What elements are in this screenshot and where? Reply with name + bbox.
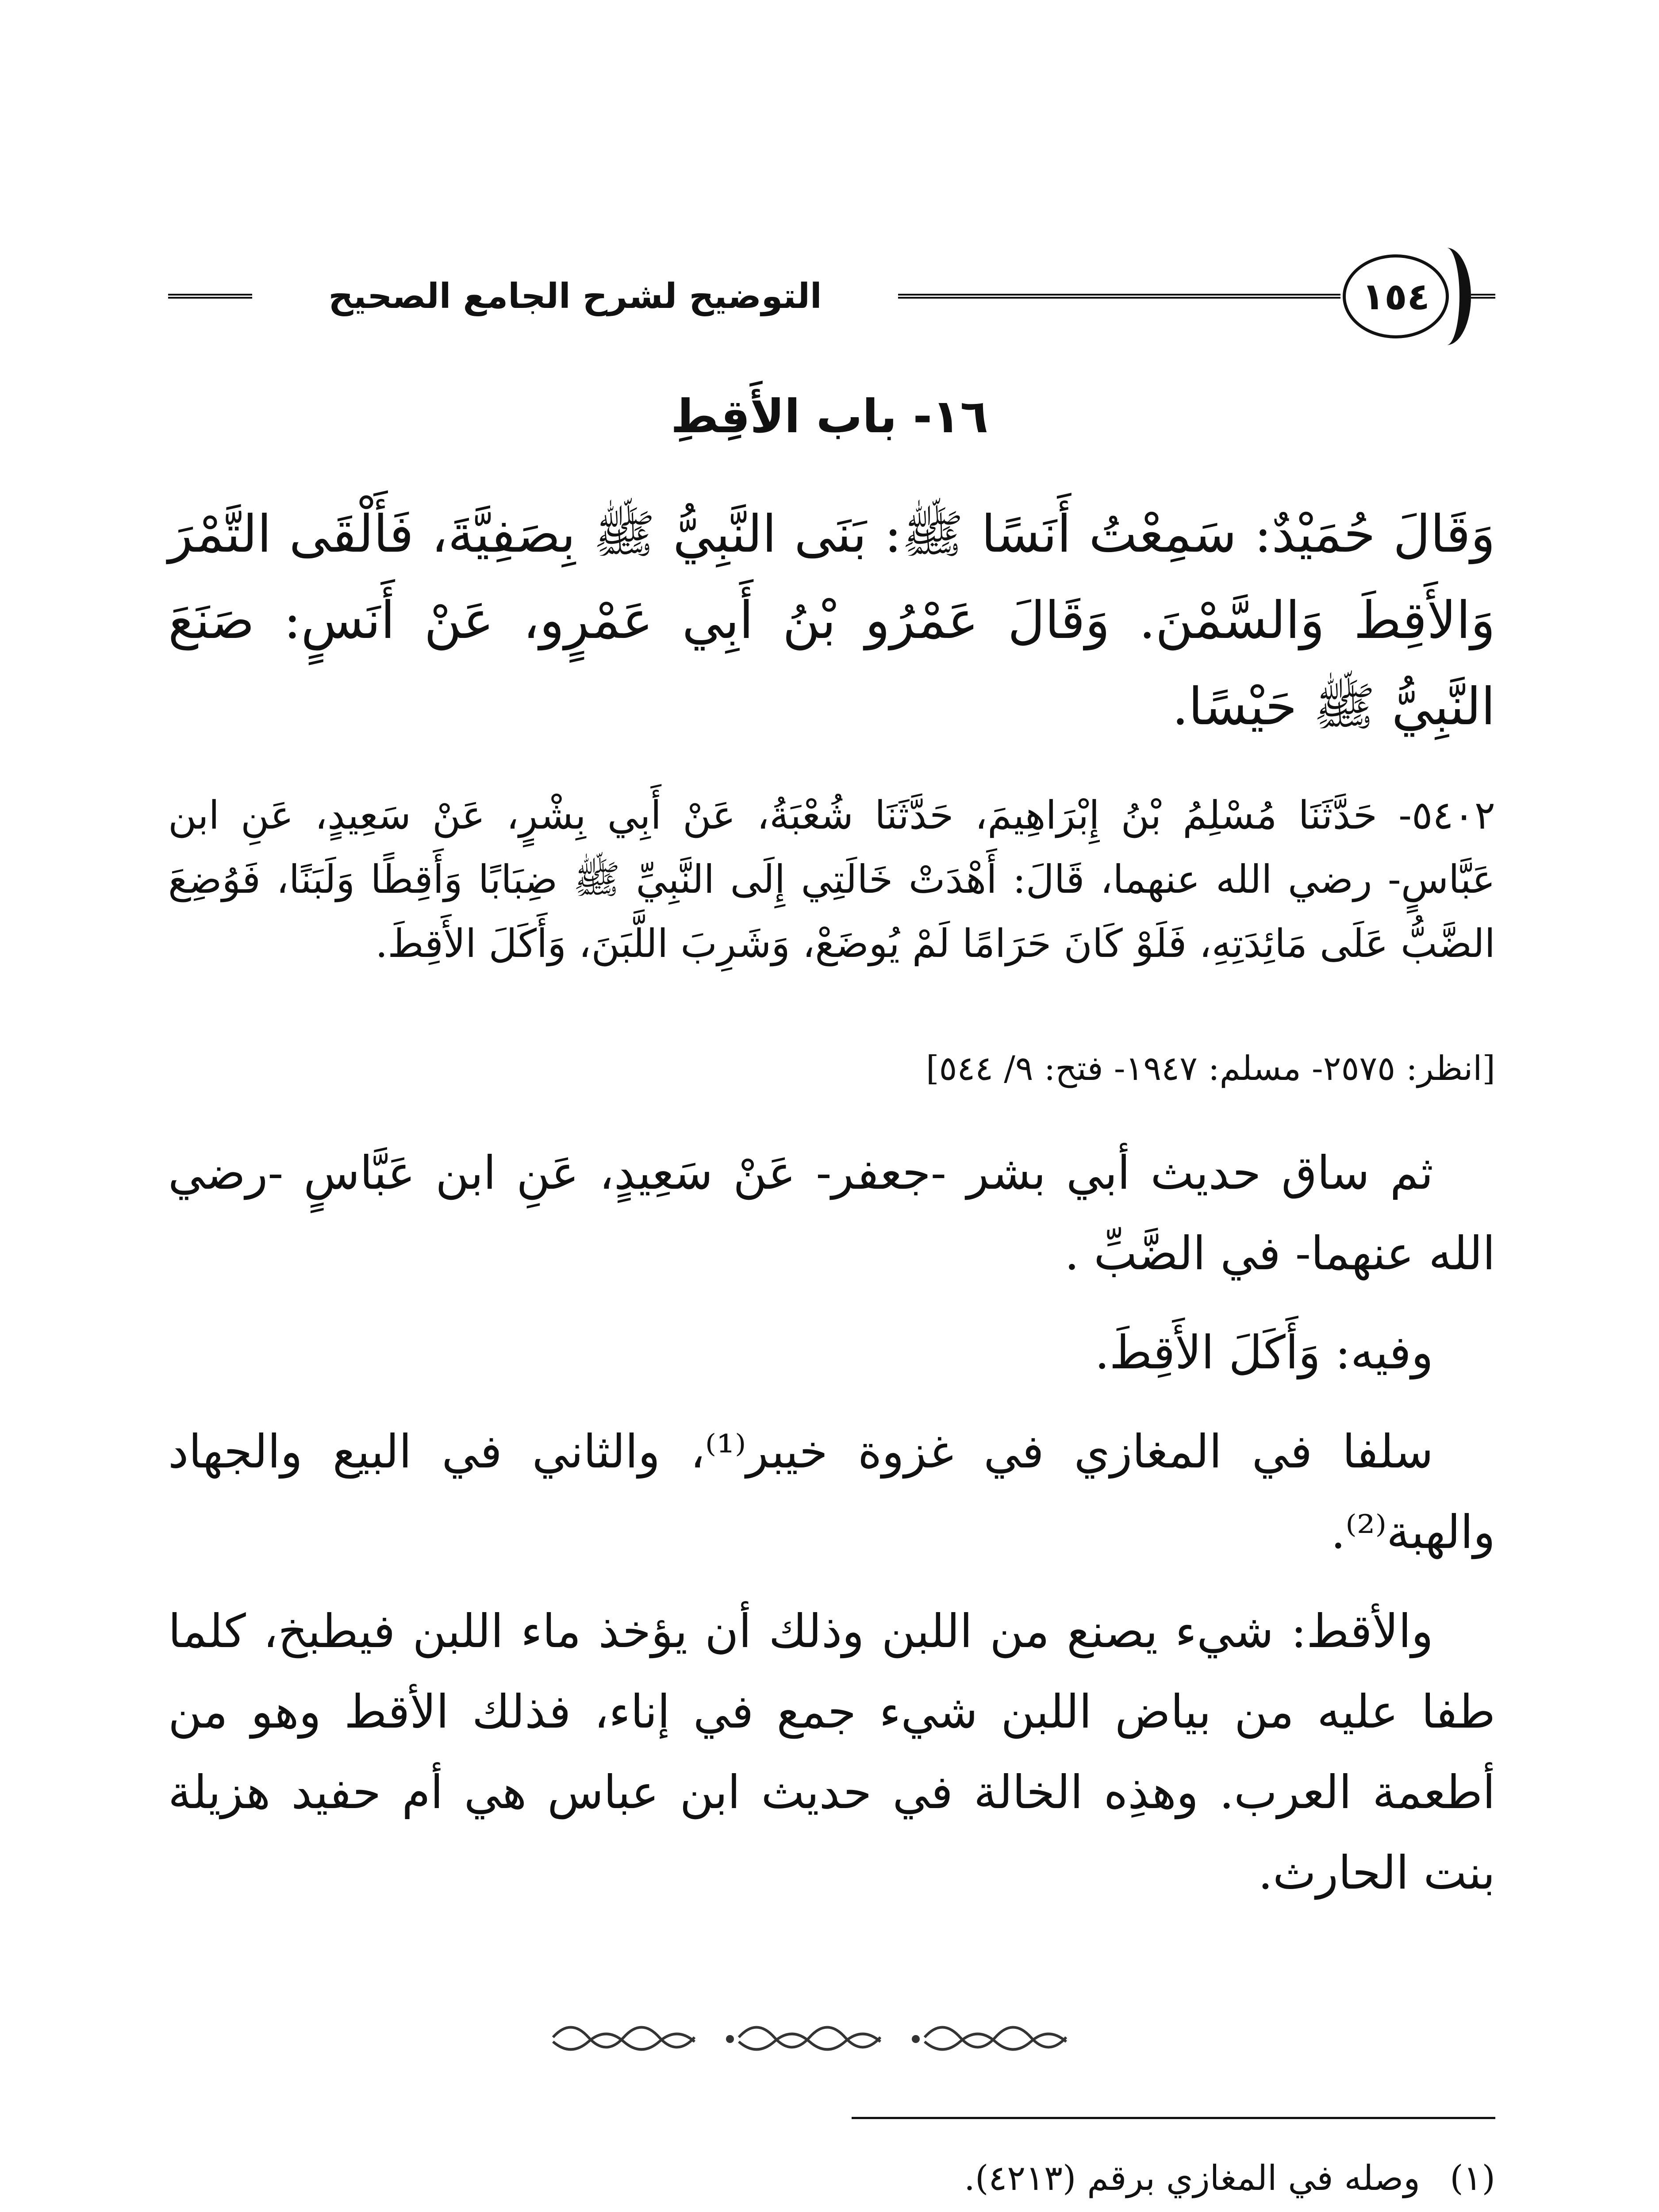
- hadith-matn: وَقَالَ حُمَيْدٌ: سَمِعْتُ أَنَسًا ﷺ: بَنَى النَّبِيُّ ﷺ بِصَفِيَّةَ، فَأَلْقَى التَّمْرَ وَالأَقِطَ وَالسَّمْنَ. وَقَالَ عَمْرُو بْنُ أَبِي عَمْرٍو، عَنْ أَنَسٍ: صَنَعَ النَّبِيُّ ﷺ حَيْسًا.: [168, 504, 1495, 737]
- commentary-paragraph: وفيه: وَأَكَلَ الأَقِطَ.: [1094, 1325, 1433, 1379]
- section-divider-ornament: [544, 2011, 1102, 2059]
- header-rule-middle: [898, 294, 1340, 299]
- page-number: ١٥٤: [1343, 254, 1449, 338]
- footnotes: [168, 2150, 1495, 2212]
- commentary: [168, 1133, 1495, 1913]
- running-title: التوضيح لشرح الجامع الصحيح: [328, 276, 822, 316]
- commentary-paragraph: ثم ساق حديث أبي بشر -جعفر- عَنْ سَعِيدٍ، عَنِ ابن عَبَّاسٍ -رضي الله عنهما- في الضَّبِّ .: [168, 1146, 1495, 1280]
- header-rule-left: [168, 294, 252, 299]
- hadith-isnad: ٥٤٠٢- حَدَّثَنَا مُسْلِمُ بْنُ إِبْرَاهِيمَ، حَدَّثَنَا شُعْبَةُ، عَنْ أَبِي بِشْرٍ، عَنْ سَعِيدٍ، عَنِ ابن عَبَّاسٍ- رضي الله عنهما، قَالَ: أَهْدَتْ خَالَتِي إِلَى النَّبِيِّ ﷺ ضِبَابًا وَأَقِطًا وَلَبَنًا، فَوُضِعَ الضَّبُّ عَلَى مَائِدَتِهِ، فَلَوْ كَانَ حَرَامًا لَمْ يُوضَعْ، وَشَرِبَ اللَّبَنَ، وَأَكَلَ الأَقِطَ.: [168, 792, 1495, 966]
- footnote-number: (١): [1450, 2158, 1495, 2198]
- footnote-separator: [852, 2117, 1495, 2119]
- hadith-references: [انظر: ٢٥٧٥- مسلم: ١٩٤٧- فتح: ٩/ ٥٤٤]: [926, 1048, 1495, 1088]
- chapter-title: ١٦- باب الأَقِطِ: [671, 389, 988, 443]
- footnote: [168, 2150, 1495, 2207]
- commentary-paragraph: والأقط: شيء يصنع من اللبن وذلك أن يؤخذ ماء اللبن فيطبخ، كلما طفا عليه من بياض اللبن شيء جمع في إناء، فذلك الأقط وهو من أطعمة العرب. وهذِه الخالة في حديث ابن عباس هي أم حفيد هزيلة بنت الحارث.: [168, 1604, 1495, 1900]
- header-rule-right: [1471, 294, 1495, 299]
- footnote-text: وصله في المغازي برقم (٤٢١٣).: [964, 2158, 1420, 2198]
- page-header: [168, 248, 1495, 345]
- commentary-paragraph: سلفا في المغازي في غزوة خيبر⁽¹⁾، والثاني في البيع والجهاد والهبة⁽²⁾.: [168, 1425, 1495, 1559]
